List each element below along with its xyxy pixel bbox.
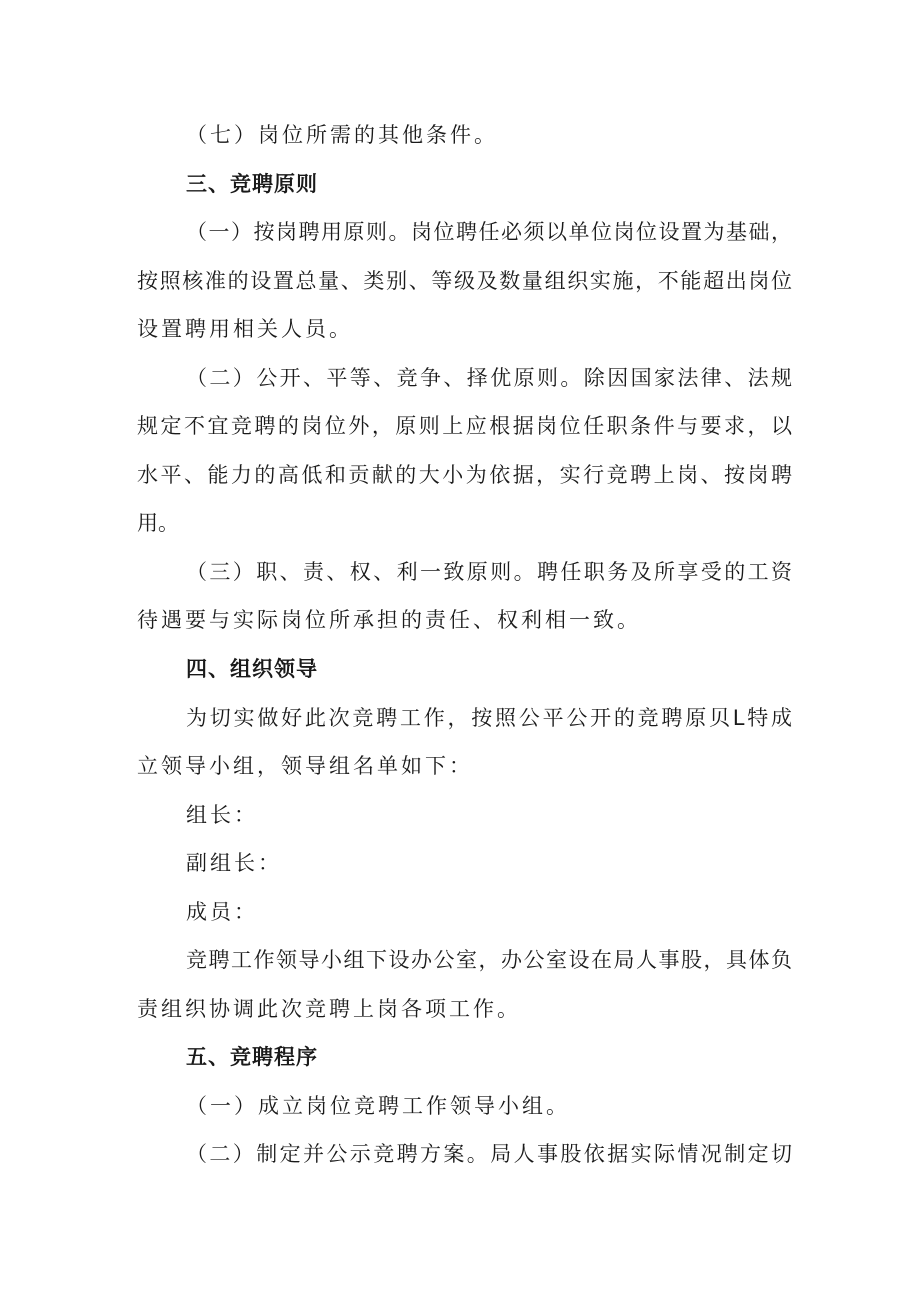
office-line-2: 责组织协调此次竞聘上岗各项工作。 <box>137 997 521 1021</box>
principle-one-line-3: 设置聘用相关人员。 <box>137 317 353 341</box>
item-seven-other-conditions: （七）岗位所需的其他条件。 <box>186 123 498 147</box>
principle-three-line-1: （三）职、责、权、利一致原则。聘任职务及所享受的工资 <box>186 560 792 584</box>
procedure-step-one: （一）成立岗位竞聘工作领导小组。 <box>186 1094 570 1118</box>
leadership-intro-line-1: 为切实做好此次竞聘工作，按照公平公开的竞聘原贝L特成 <box>186 706 792 730</box>
principle-one-line-1: （一）按岗聘用原则。岗位聘任必须以单位岗位设置为基础， <box>186 220 792 244</box>
principle-two-line-1: （二）公开、平等、竞争、择优原则。除因国家法律、法规 <box>186 366 792 390</box>
members-label: 成员： <box>186 900 258 924</box>
principle-two-line-4: 用。 <box>137 511 179 535</box>
principle-two-line-2: 规定不宜竞聘的岗位外，原则上应根据岗位任职条件与要求，以 <box>137 414 792 438</box>
principle-two-line-3: 水平、能力的高低和贡献的大小为依据，实行竞聘上岗、按岗聘 <box>137 463 792 487</box>
section-heading-procedure: 五、竞聘程序 <box>186 1045 318 1069</box>
section-heading-leadership: 四、组织领导 <box>186 657 318 681</box>
section-heading-principles: 三、竞聘原则 <box>186 172 318 196</box>
procedure-step-two: （二）制定并公示竞聘方案。局人事股依据实际情况制定切 <box>186 1142 792 1166</box>
group-leader-label: 组长： <box>186 803 258 827</box>
leadership-intro-line-2: 立领导小组，领导组名单如下： <box>137 754 473 778</box>
office-line-1: 竞聘工作领导小组下设办公室，办公室设在局人事股，具体负 <box>186 948 792 972</box>
principle-three-line-2: 待遇要与实际岗位所承担的责任、权利相一致。 <box>137 608 641 632</box>
deputy-group-leader-label: 副组长： <box>186 851 282 875</box>
principle-one-line-2: 按照核准的设置总量、类别、等级及数量组织实施，不能超出岗位 <box>137 269 792 293</box>
